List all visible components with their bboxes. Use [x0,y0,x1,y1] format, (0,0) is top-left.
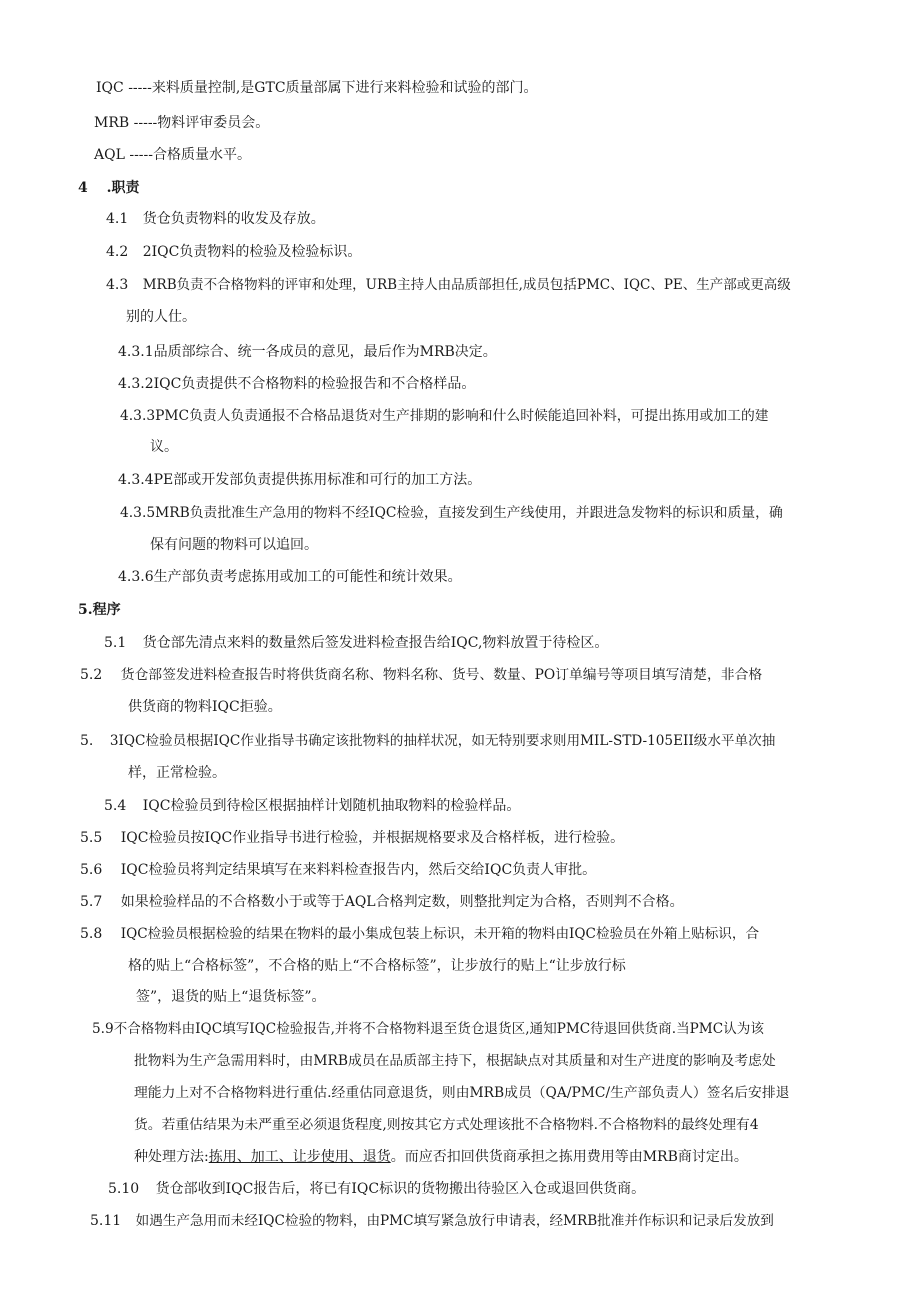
section-number: 4 [78,180,88,196]
item-5-10 [108,1179,645,1199]
section-title: .职责 [106,180,140,196]
item-4-3-cont: 别的人仕。 [126,309,196,325]
item-4-3 [106,275,791,295]
item-4-3-3: 4.3.3PMC负责人负责通报不合格品退货对生产排期的影响和什么时候能追回补料，可提出拣用或加工的建 [120,408,769,424]
item-4-3-6: 4.3.6生产部负责考虑拣用或加工的可能性和统计效果。 [118,569,462,585]
item-number: 5. [80,733,94,749]
definition-dash: ----- [129,147,153,163]
item-4-3-2: 4.3.2IQC负责提供不合格物料的检验报告和不合格样品。 [118,376,476,392]
item-4-2 [106,242,361,262]
item-5-4 [104,796,520,816]
item-number: 5.5 [80,830,103,846]
item-5-2 [80,665,762,685]
item-number: 5.9 [92,1021,114,1037]
item-5-8-cont2: 签”，退货的贴上“退货标签”。 [136,989,326,1005]
item-5-9 [92,1019,764,1039]
definition-desc: 合格质量水平。 [153,147,251,163]
definition-iqc [96,78,538,98]
item-text: 。而应否扣回供货商承担之拣用费用等由MRB商讨定出。 [390,1149,748,1165]
item-4-3-1: 4.3.1品质部综合、统一各成员的意见，最后作为MRB决定。 [118,344,497,360]
item-text: 货仓部收到IQC报告后，将已有IQC标识的货物搬出待验区入仓或退回供货商。 [155,1181,646,1197]
item-number: 5.11 [90,1213,122,1229]
section-5-heading: 5.程序 [78,602,121,618]
item-4-3-5-cont: 保有问题的物料可以追回。 [150,537,318,553]
item-text: 货仓部先清点来料的数量然后签发进料检查报告给IQC,物料放置于待检区。 [142,635,609,651]
item-5-7 [80,892,684,912]
item-text: 如遇生产急用而未经IQC检验的物料，由PMC填写紧急放行申请表，经MRB批准并作标识和记录后发放到 [135,1213,774,1229]
item-number: 5.2 [80,667,103,683]
item-5-6 [80,860,596,880]
item-number: 4.1 [106,211,129,227]
item-text: 货仓负责物料的收发及存放。 [142,211,325,227]
item-5-3 [80,731,775,751]
item-number: 5.10 [108,1181,140,1197]
item-5-9-cont3: 货。若重估结果为未严重至必须退货程度,则按其它方式处理该批不合格物料.不合格物料的最终处理有4 [134,1117,759,1133]
item-number: 5.8 [80,926,103,942]
section-4-heading [78,178,140,198]
item-5-2-cont: 供货商的物料IQC拒验。 [128,699,282,715]
item-number: 5.6 [80,862,103,878]
item-text: 货仓部签发进料检查报告时将供货商名称、物料名称、货号、数量、PO订单编号等项目填写清楚，非合格 [120,667,763,683]
definition-dash: ----- [128,80,152,96]
definition-term: IQC [96,80,124,96]
item-4-3-3-cont: 议。 [150,439,178,455]
item-5-3-cont: 样，正常检验。 [128,765,226,781]
definition-aql [94,145,251,165]
item-5-8 [80,924,759,944]
item-4-3-5: 4.3.5MRB负责批准生产急用的物料不经IQC检验，直接发到生产线使用，并跟进急发物料的标识和质量，确 [120,505,783,521]
item-number: 4.2 [106,244,129,260]
item-text: 2IQC负责物料的检验及检验标识。 [142,244,362,260]
item-4-1 [106,209,325,229]
definition-desc: 物料评审委员会。 [157,115,270,131]
definition-mrb [94,113,269,133]
item-5-11 [90,1211,774,1231]
item-text: 不合格物料由IQC填写IQC检验报告,并将不合格物料退至货仓退货区,通知PMC待退回供货商.当PMC认为该 [113,1021,764,1037]
definition-dash: ----- [133,115,158,131]
item-text: 种处理方法: [134,1149,209,1165]
item-text: IQC检验员到待检区根据抽样计划随机抽取物料的检验样品。 [142,798,521,814]
item-text: 如果检验样品的不合格数小于或等于AQL合格判定数，则整批判定为合格，否则判不合格。 [120,894,684,910]
definition-desc: 来料质量控制,是GTC质量部属下进行来料检验和试验的部门。 [151,80,538,96]
item-text: 3IQC检验员根据IQC作业指导书确定该批物料的抽样状况，如无特别要求则用MIL-STD-105EII级水平单次抽 [109,733,776,749]
item-text: IQC检验员将判定结果填写在来料料检查报告内，然后交给IQC负责人审批。 [120,862,597,878]
item-number: 5.1 [104,635,127,651]
definition-term: MRB [94,115,130,131]
item-5-9-cont4 [134,1147,748,1167]
item-5-9-cont: 批物料为生产急需用料时，由MRB成员在品质部主持下，根据缺点对其质量和对生产进度的影响及考虑处 [134,1053,776,1069]
item-text: MRB负责不合格物料的评审和处理，URB主持人由品质部担任,成员包括PMC、IQC、PE、生产部或更高级 [142,277,791,293]
item-number: 5.4 [104,798,127,814]
item-number: 5.7 [80,894,103,910]
item-5-9-cont2: 理能力上对不合格物料进行重估.经重估同意退货，则由MRB成员（QA/PMC/生产部负责人）签名后安排退 [134,1085,790,1101]
item-5-8-cont: 格的贴上“合格标签”，不合格的贴上“不合格标签”，让步放行的贴上“让步放行标 [128,958,626,974]
item-5-1 [104,633,608,653]
underlined-methods: 拣用、加工、让步使用、退货 [208,1149,391,1165]
item-number: 4.3 [106,277,129,293]
item-text: IQC检验员按IQC作业指导书进行检验，并根据规格要求及合格样板，进行检验。 [120,830,625,846]
definition-term: AQL [94,147,125,163]
item-4-3-4: 4.3.4PE部或开发部负责提供拣用标准和可行的加工方法。 [118,472,482,488]
item-text: IQC检验员根据检验的结果在物料的最小集成包装上标识，未开箱的物料由IQC检验员在外箱上贴标识，合 [120,926,760,942]
item-5-5 [80,828,624,848]
